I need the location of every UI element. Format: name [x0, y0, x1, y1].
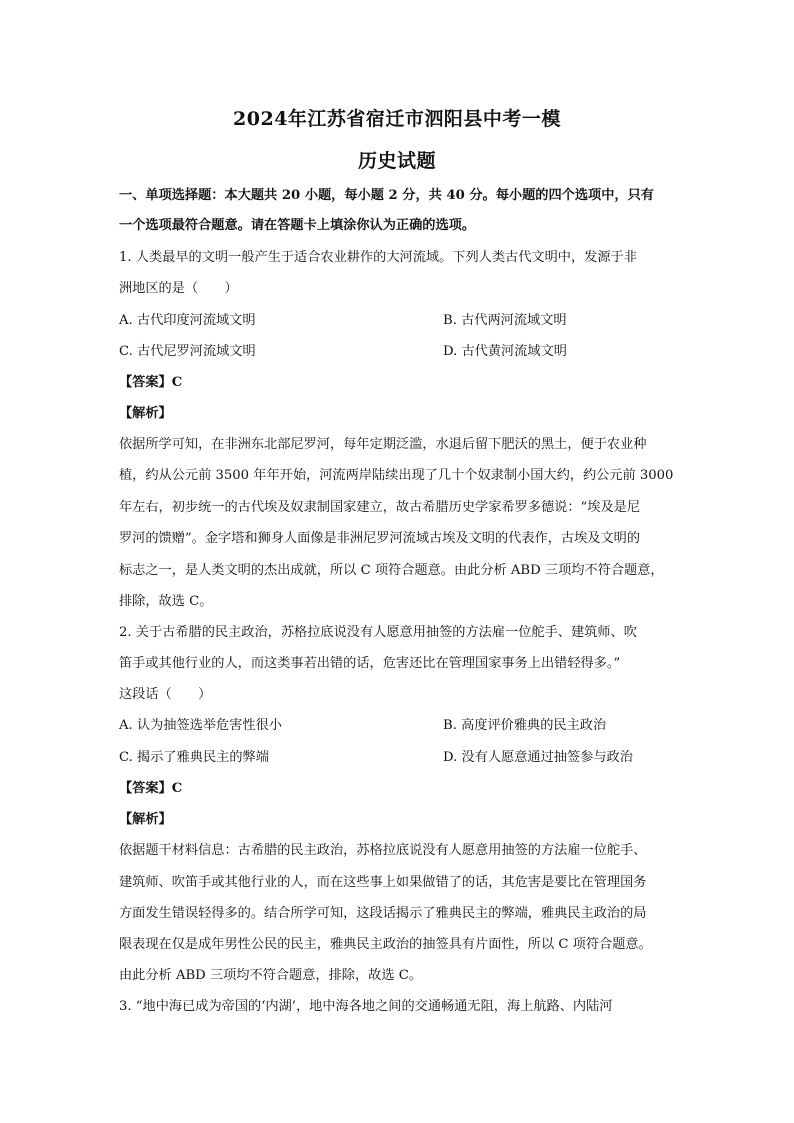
q1-option-c: C. 古代尼罗河流域文明: [119, 344, 256, 359]
q2-answer: 【答案】C: [119, 781, 183, 796]
exam-subject: 历史试题: [357, 150, 436, 172]
q3-stem-line-1: 3. “地中海已成为帝国的‘内湖’，地中海各地之间的交通畅通无阻，海上航路、内陆河: [119, 999, 613, 1014]
q1-answer: 【答案】C: [119, 375, 183, 390]
q1-analysis-line-3: 年左右，初步统一的古代埃及奴隶制国家建立，故古希腊历史学家希罗多德说：“埃及是尼: [119, 500, 641, 515]
q2-analysis-line-5: 由此分析 ABD 三项均不符合题意，排除，故选 C。: [119, 968, 423, 983]
q2-option-d: D. 没有人愿意通过抽签参与政治: [443, 750, 633, 765]
q1-option-a: A. 古代印度河流域文明: [119, 313, 256, 328]
section-instructions-line-2: 一个选项最符合题意。请在答题卡上填涂你认为正确的选项。: [119, 218, 476, 233]
q2-stem-line-3: 这段话（ ）: [119, 687, 212, 702]
q2-stem-line-2: 笛手或其他行业的人，而这类事若出错的话，危害还比在管理国家事务上出错轻得多。”: [119, 656, 621, 671]
q1-stem-line-2: 洲地区的是（ ）: [119, 281, 238, 296]
q1-analysis-label: 【解析】: [119, 406, 172, 421]
exam-title: 2024年江苏省宿迁市泗阳县中考一模: [233, 108, 561, 130]
q1-option-b: B. 古代两河流域文明: [443, 313, 567, 328]
q2-analysis-line-1: 依据题干材料信息：古希腊的民主政治，苏格拉底说没有人愿意用抽签的方法雇一位舵手、: [119, 843, 647, 858]
q1-analysis-line-5: 标志之一，是人类文明的杰出成就，所以 C 项符合题意。由此分析 ABD 三项均不符合题意，: [119, 563, 664, 578]
q2-option-b: B. 高度评价雅典的民主政治: [443, 718, 607, 733]
q2-stem-line-1: 2. 关于古希腊的民主政治，苏格拉底说没有人愿意用抽签的方法雇一位舵手、建筑师、吹: [119, 625, 637, 640]
q2-analysis-label: 【解析】: [119, 812, 172, 827]
q2-analysis-line-4: 限表现在仅是成年男性公民的民主，雅典民主政治的抽签具有片面性，所以 C 项符合题意。: [119, 937, 652, 952]
q2-option-a: A. 认为抽签选举危害性很小: [119, 718, 282, 733]
q2-analysis-line-3: 方面发生错误轻得多的。结合所学可知，这段话揭示了雅典民主的弊端，雅典民主政治的局: [119, 906, 647, 921]
q1-option-d: D. 古代黄河流域文明: [443, 344, 567, 359]
q2-option-c: C. 揭示了雅典民主的弊端: [119, 750, 269, 765]
q1-analysis-line-4: 罗河的馈赠”。金字塔和狮身人面像是非洲尼罗河流域古埃及文明的代表作，古埃及文明的: [119, 531, 641, 546]
q2-analysis-line-2: 建筑师、吹笛手或其他行业的人，而在这些事上如果做错了的话，其危害是要比在管理国务: [119, 875, 647, 890]
q1-analysis-line-6: 排除，故选 C。: [119, 594, 213, 609]
q1-analysis-line-2: 植，约从公元前 3500 年年开始，河流两岸陆续出现了几十个奴隶制小国大约，约公元前 3000: [119, 468, 674, 483]
q1-analysis-line-1: 依据所学可知，在非洲东北部尼罗河，每年定期泛滥，水退后留下肥沃的黑土，便于农业种: [119, 437, 647, 452]
section-instructions-line-1: 一、单项选择题：本大题共 20 小题，每小题 2 分，共 40 分。每小题的四个选项中，只有: [119, 188, 654, 203]
q1-stem-line-1: 1. 人类最早的文明一般产生于适合农业耕作的大河流域。下列人类古代文明中，发源于非: [119, 250, 637, 265]
